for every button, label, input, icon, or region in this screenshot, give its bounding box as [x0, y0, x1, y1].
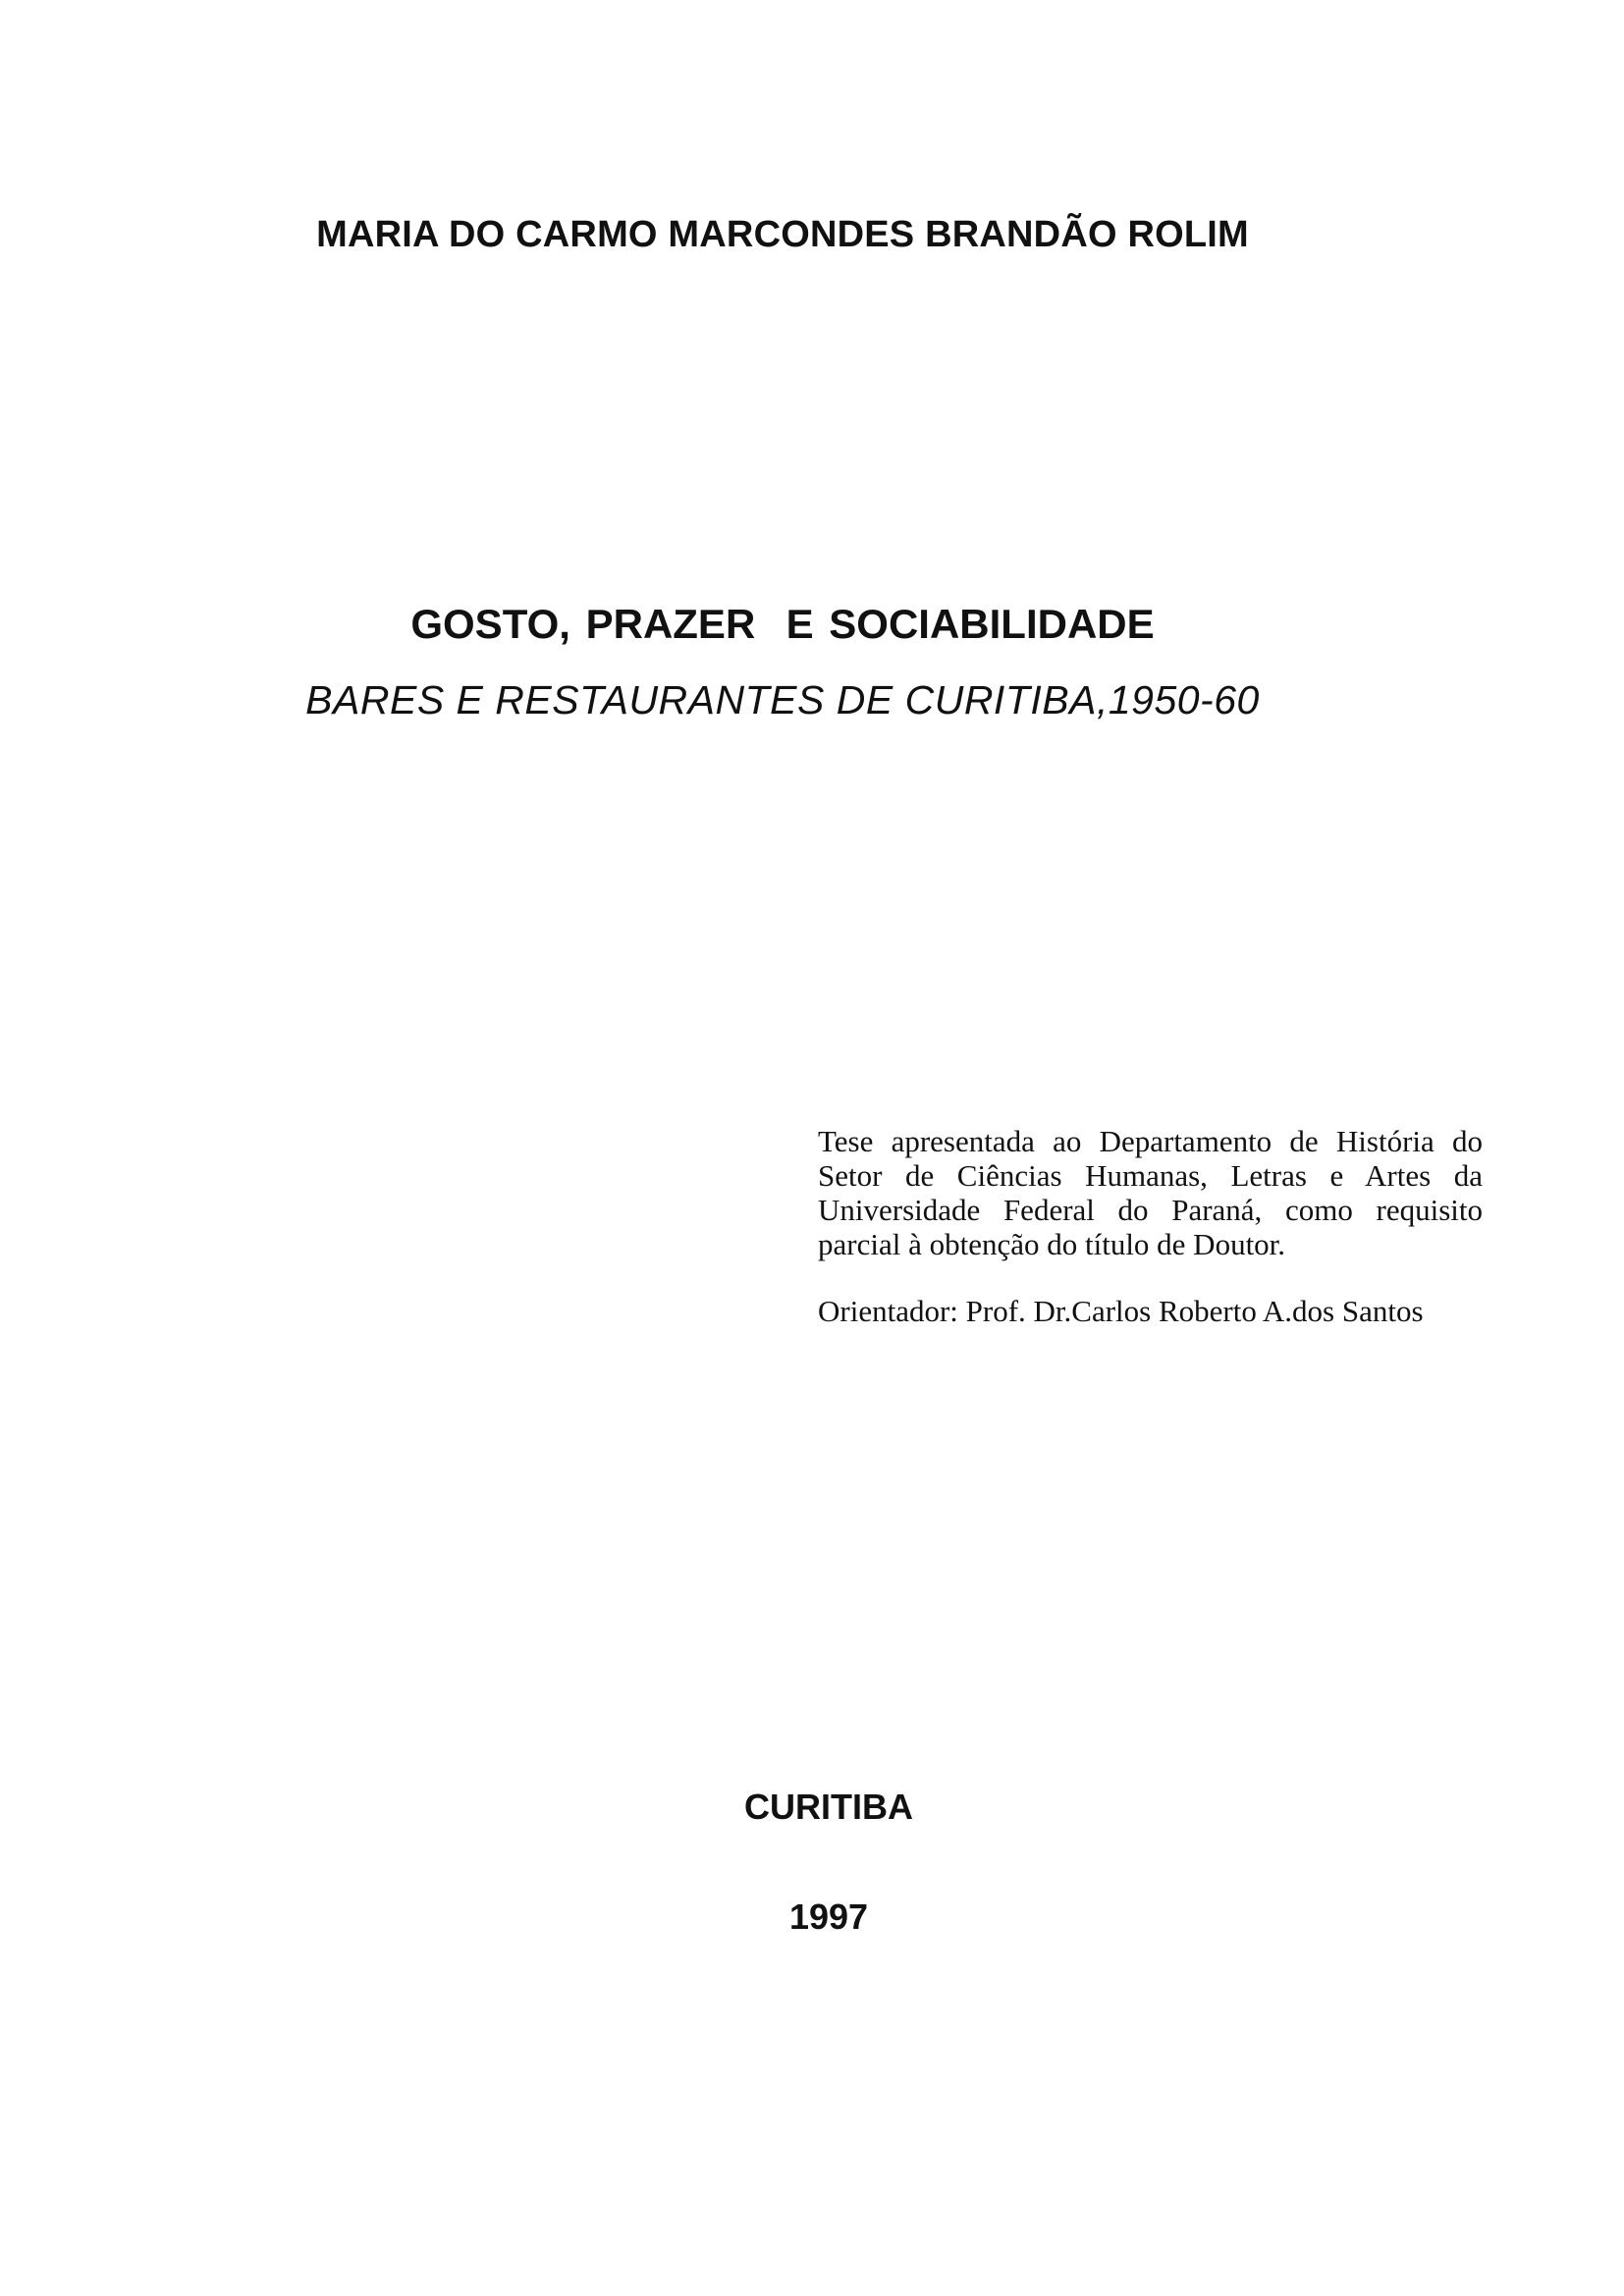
city-label: CURITIBA [744, 1787, 913, 1827]
thesis-subtitle: BARES E RESTAURANTES DE CURITIBA,1950-60 [305, 677, 1260, 722]
author-name: MARIA DO CARMO MARCONDES BRANDÃO ROLIM [316, 214, 1249, 255]
year-label: 1997 [788, 1896, 869, 1937]
thesis-title: GOSTO, PRAZER E SOCIABILIDADE [410, 601, 1155, 647]
advisor-line: Orientador: Prof. Dr.Carlos Roberto A.dos Santos [818, 1294, 1424, 1328]
presentation-note: Tese apresentada ao Departamento de História do Setor de Ciências Humanas, Letras e Artes da Universidade Federal do Paraná, como requisito parcial à obtenção do título de Doutor. [818, 1124, 1483, 1261]
